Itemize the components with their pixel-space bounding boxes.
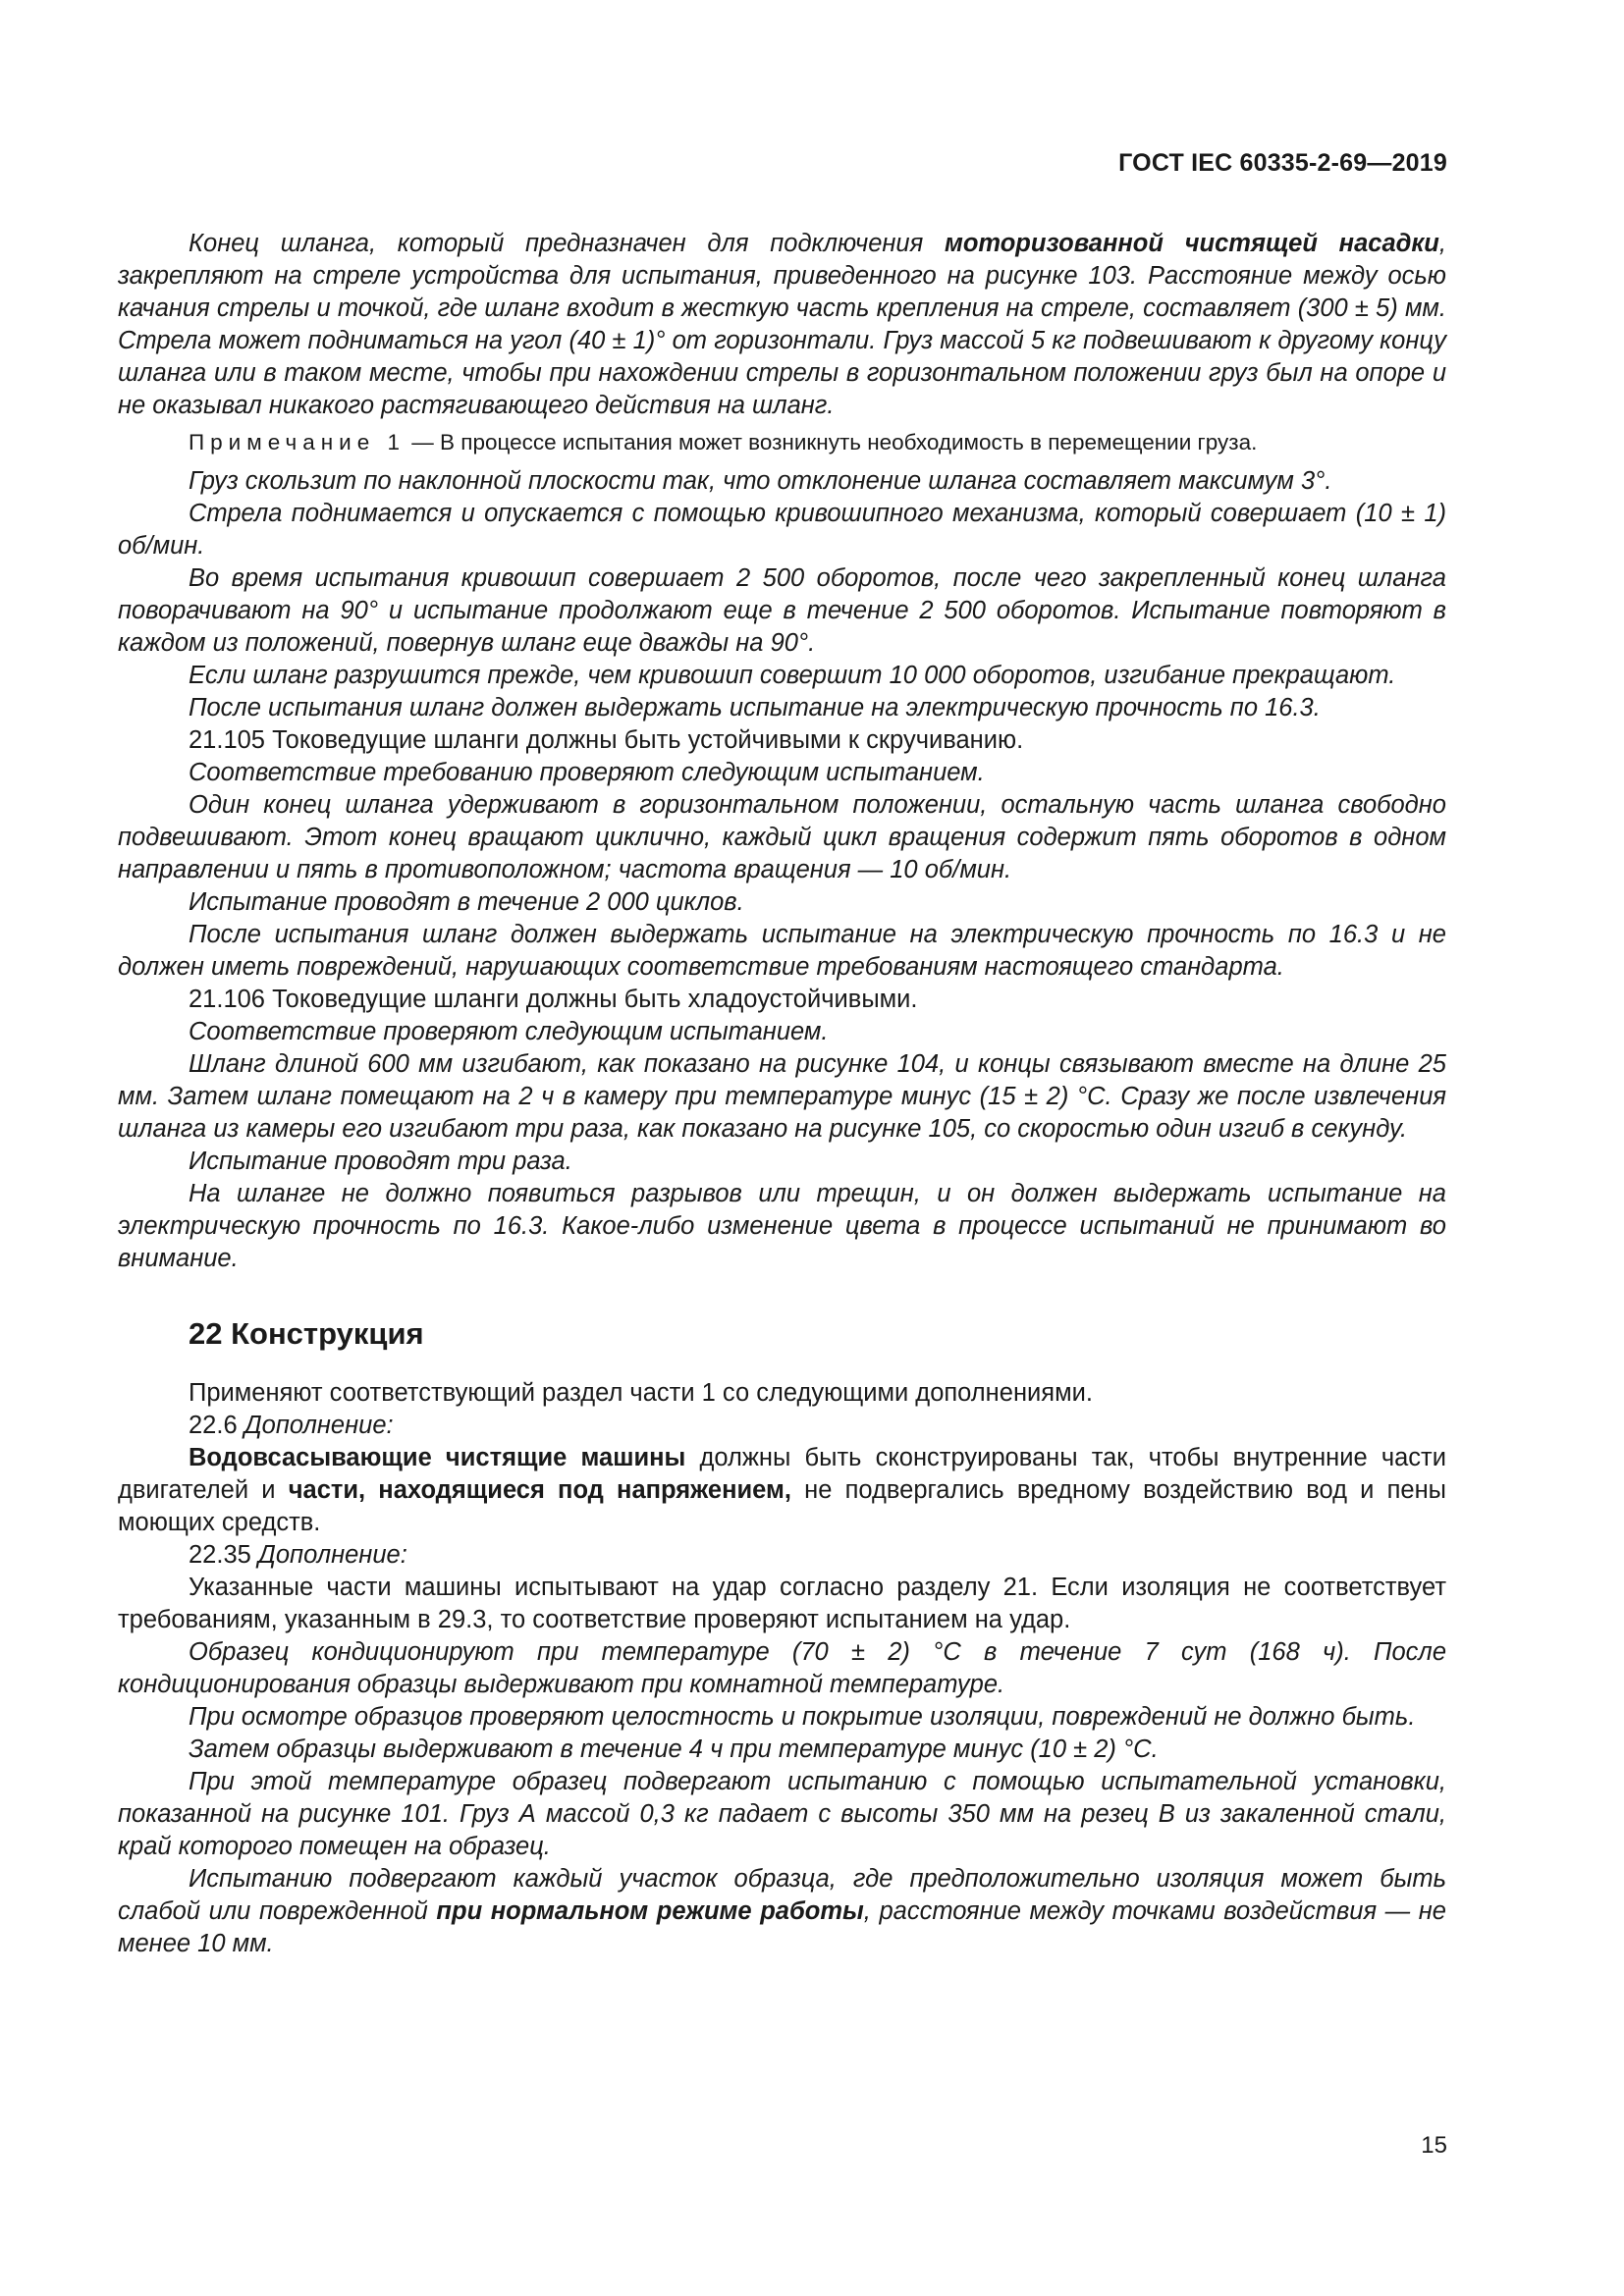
clause-22-6 <box>118 1410 1446 1442</box>
bold-term: части, находящиеся под напряжением, <box>288 1476 791 1504</box>
bold-term: при нормальном режиме работы <box>436 1897 864 1925</box>
text-run: Конец шланга, который предназначен для подключения <box>189 230 945 257</box>
clause-label: Дополнение: <box>244 1412 394 1439</box>
paragraph: После испытания шланг должен выдержать испытание на электрическую прочность по 16.3. <box>189 694 1321 721</box>
paragraph-water-suction <box>118 1442 1446 1539</box>
section-heading-22: 22 Конструкция <box>189 1316 424 1351</box>
text-run: , закрепляют на стреле устройства для испытания, приведенного на рисунке 103. Расстояние между осью качания стрелы и точкой, где шланг входит в жесткую часть крепления на стреле, составляет (300 ± 5) мм. Стрела может подниматься на угол (40 ± 1)° от горизонтали. Груз массой 5 кг подвешивают к другому концу шланга или в таком месте, чтобы при нахождении стрелы в горизонтальном положении груз был на опоре и не оказывал никакого растягивающего действия на шланг. <box>118 230 1446 419</box>
paragraph: Применяют соответствующий раздел части 1 со следующими дополнениями. <box>189 1379 1093 1407</box>
page-number: 15 <box>1421 2132 1447 2159</box>
paragraph: Испытание проводят три раза. <box>189 1148 572 1175</box>
paragraph: После испытания шланг должен выдержать испытание на электрическую прочность по 16.3 и не должен иметь повреждений, нарушающих соответствие требованиям настоящего стандарта. <box>118 921 1446 981</box>
note-label: Примечание 1 <box>189 430 406 454</box>
bold-term: Водовсасывающие чистящие машины <box>189 1444 686 1471</box>
paragraph: Стрела поднимается и опускается с помощью кривошипного механизма, который совершает (10 ± 1) об/мин. <box>118 500 1446 560</box>
paragraph: Образец кондиционируют при температуре (70 ± 2) °С в течение 7 сут (168 ч). После кондиционирования образцы выдерживают при комнатной температуре. <box>118 1638 1446 1698</box>
paragraph-impact-points <box>118 1863 1446 1960</box>
paragraph: Соответствие проверяют следующим испытанием. <box>189 1018 829 1045</box>
note-1 <box>118 428 1446 457</box>
clause-21-106: 21.106 Токоведущие шланги должны быть хладоустойчивыми. <box>189 986 918 1013</box>
document-body <box>118 228 1446 1960</box>
clause-21-105: 21.105 Токоведущие шланги должны быть устойчивыми к скручиванию. <box>189 726 1024 754</box>
paragraph: Шланг длиной 600 мм изгибают, как показано на рисунке 104, и концы связывают вместе на длине 25 мм. Затем шланг помещают на 2 ч в камеру при температуре минус (15 ± 2) °С. Сразу же после извлечения шланга из камеры его изгибают три раза, как показано на рисунке 105, со скоростью один изгиб в секунду. <box>118 1050 1446 1143</box>
text-run: должны быть сконструированы так, чтобы внутренние части двигателей и <box>118 1444 1446 1504</box>
clause-22-35 <box>118 1539 1446 1572</box>
note-text: — В процессе испытания может возникнуть необходимость в перемещении груза. <box>406 430 1258 454</box>
text-run: не подвергались вредному воздействию вод и пены моющих средств. <box>118 1476 1446 1536</box>
clause-number: 22.35 <box>189 1541 258 1569</box>
text-run: , расстояние между точками воздействия — не менее 10 мм. <box>118 1897 1446 1957</box>
paragraph: При осмотре образцов проверяют целостность и покрытие изоляции, повреждений не должно быть. <box>189 1703 1416 1731</box>
paragraph: Затем образцы выдерживают в течение 4 ч при температуре минус (10 ± 2) °С. <box>189 1735 1159 1763</box>
paragraph: Соответствие требованию проверяют следующим испытанием. <box>189 759 985 786</box>
paragraph: При этой температуре образец подвергают испытанию с помощью испытательной установки, показанной на рисунке 101. Груз А массой 0,3 кг падает с высоты 350 мм на резец В из закаленной стали, край которого помещен на образец. <box>118 1768 1446 1860</box>
paragraph: Если шланг разрушится прежде, чем кривошип совершит 10 000 оборотов, изгибание прекращают. <box>189 662 1396 689</box>
paragraph: Груз скользит по наклонной плоскости так, что отклонение шланга составляет максимум 3°. <box>189 467 1332 495</box>
paragraph: На шланге не должно появиться разрывов или трещин, и он должен выдержать испытание на электрическую прочность по 16.3. Какое-либо изменение цвета в процессе испытаний не принимают во внимание. <box>118 1180 1446 1272</box>
paragraph: Испытание проводят в течение 2 000 циклов. <box>189 888 744 916</box>
paragraph: Во время испытания кривошип совершает 2 500 оборотов, после чего закрепленный конец шланга поворачивают на 90° и испытание продолжают еще в течение 2 500 оборотов. Испытание повторяют в каждом из положений, повернув шланг еще дважды на 90°. <box>118 564 1446 657</box>
bold-term: моторизованной чистящей насадки <box>944 230 1439 257</box>
paragraph-hose-end-mounting <box>118 228 1446 422</box>
paragraph: Один конец шланга удерживают в горизонтальном положении, остальную часть шланга свободно подвешивают. Этот конец вращают циклично, каждый цикл вращения содержит пять оборотов в одном направлении и пять в противоположном; частота вращения — 10 об/мин. <box>118 791 1446 883</box>
page-header-standard-id: ГОСТ IEC 60335-2-69—2019 <box>1118 149 1447 177</box>
clause-label: Дополнение: <box>257 1541 407 1569</box>
clause-number: 22.6 <box>189 1412 244 1439</box>
paragraph: Указанные части машины испытывают на удар согласно разделу 21. Если изоляция не соответствует требованиям, указанным в 29.3, то соответствие проверяют испытанием на удар. <box>118 1574 1446 1633</box>
text-run: Испытанию подвергают каждый участок образца, где предположительно изоляция может быть слабой или поврежденной <box>118 1865 1446 1925</box>
